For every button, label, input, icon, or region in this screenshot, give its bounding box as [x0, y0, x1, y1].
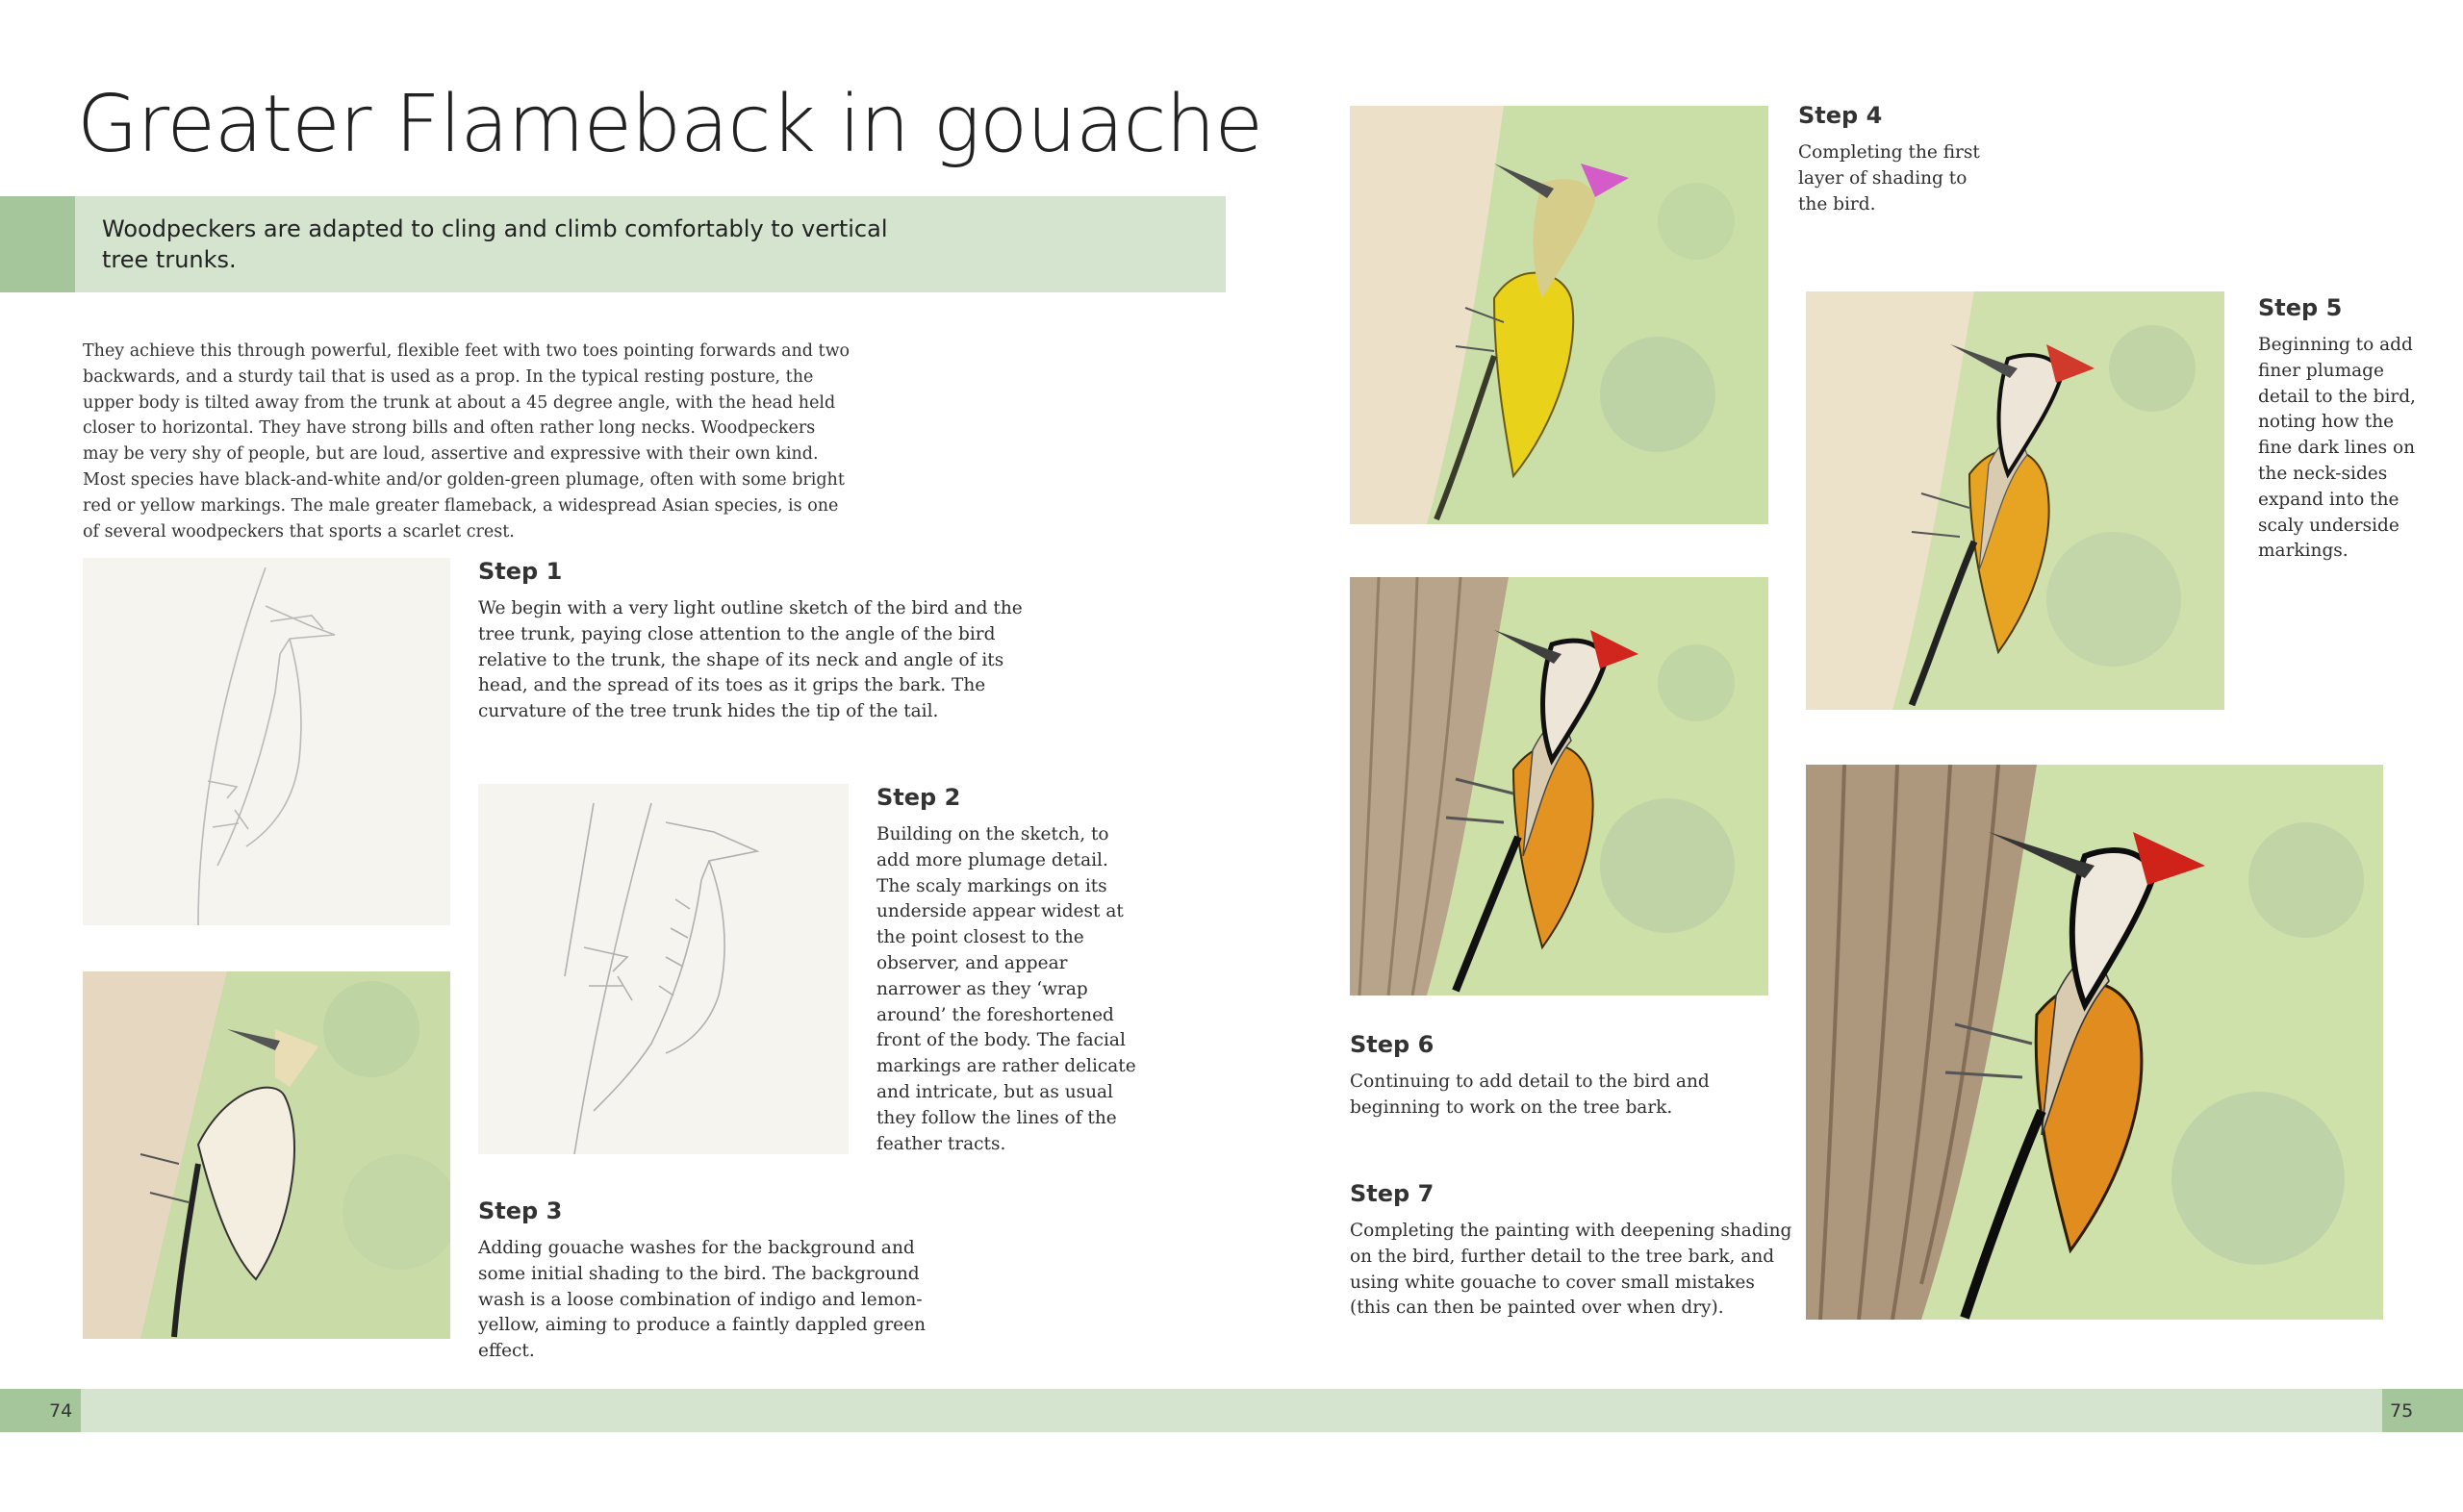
- page-title: Greater Flameback in gouache: [77, 79, 1262, 170]
- step-6-text: Continuing to add detail to the bird and beginning to work on the tree bark.: [1350, 1071, 1710, 1118]
- footer-bar: [0, 1389, 2463, 1432]
- step-7-illustration: [1806, 765, 2383, 1320]
- step-5-heading: Step 5: [2258, 294, 2343, 321]
- step-3-heading: Step 3: [478, 1197, 563, 1224]
- step-6-heading: Step 6: [1350, 1031, 1435, 1058]
- step-7-heading: Step 7: [1350, 1180, 1435, 1207]
- step-5-text: Beginning to add finer plumage detail to the bird, noting how the fine dark lines on the neck-sides expand into the scaly underside markings.: [2258, 335, 2416, 562]
- step-7-text: Completing the painting with deepening shading on the bird, further detail to the tree bark, and using white gouache to cover small mistakes (this can then be painted over when dry).: [1350, 1221, 1792, 1319]
- intro-paragraph: They achieve this through powerful, flexible feet with two toes pointing forwards and two backwards, and a sturdy tail that is used as a prop. In the typical resting posture, the upper body is tilted away from the trunk at about a 45 degree angle, with the head held closer to horizontal. They have strong bills and often rather long necks. Woodpeckers may be very shy of people, but are loud, assertive and expressive with their own kind. Most species have black-and-white and/or golden-green plumage, often with some bright red or yellow markings. The male greater flameback, a widespread Asian species, is one of several woodpeckers that sports a scarlet crest.: [83, 341, 851, 542]
- step-1-illustration: [83, 558, 450, 925]
- step-5-illustration: [1806, 291, 2224, 710]
- page-number-right: 75: [2390, 1400, 2414, 1422]
- banner-accent-tab: [0, 196, 75, 292]
- step-3-text: Adding gouache washes for the background and some initial shading to the bird. The background wash is a loose combination of indigo and lemon-yellow, aiming to produce a faintly dappled green effect.: [478, 1238, 926, 1362]
- step-2-text: Building on the sketch, to add more plumage detail. The scaly markings on its underside appear widest at the point closest to the observer, and appear narrower as they ‘wrap around’ the foreshortened front of the body. The facial markings are rather delicate and intricate, but as usual they follow the lines of the feather tracts.: [876, 824, 1136, 1154]
- step-4-text: Completing the first layer of shading to the bird.: [1798, 142, 1980, 214]
- step-2-heading: Step 2: [876, 784, 961, 811]
- step-6-illustration: [1350, 577, 1768, 995]
- step-2-illustration: [478, 784, 849, 1154]
- banner-text: Woodpeckers are adapted to cling and climb comfortably to vertical tree trunks.: [102, 215, 888, 273]
- step-4-illustration: [1350, 106, 1768, 524]
- step-1-heading: Step 1: [478, 558, 563, 585]
- step-3-illustration: [83, 971, 450, 1339]
- step-4-heading: Step 4: [1798, 102, 1883, 129]
- step-1-text: We begin with a very light outline sketch of the bird and the tree trunk, paying close attention to the angle of the bird relative to the trunk, the shape of its neck and angle of its head, and the spread of its toes as it grips the bark. The curvature of the tree trunk hides the tip of the tail.: [478, 598, 1023, 722]
- page-number-left: 74: [49, 1400, 73, 1422]
